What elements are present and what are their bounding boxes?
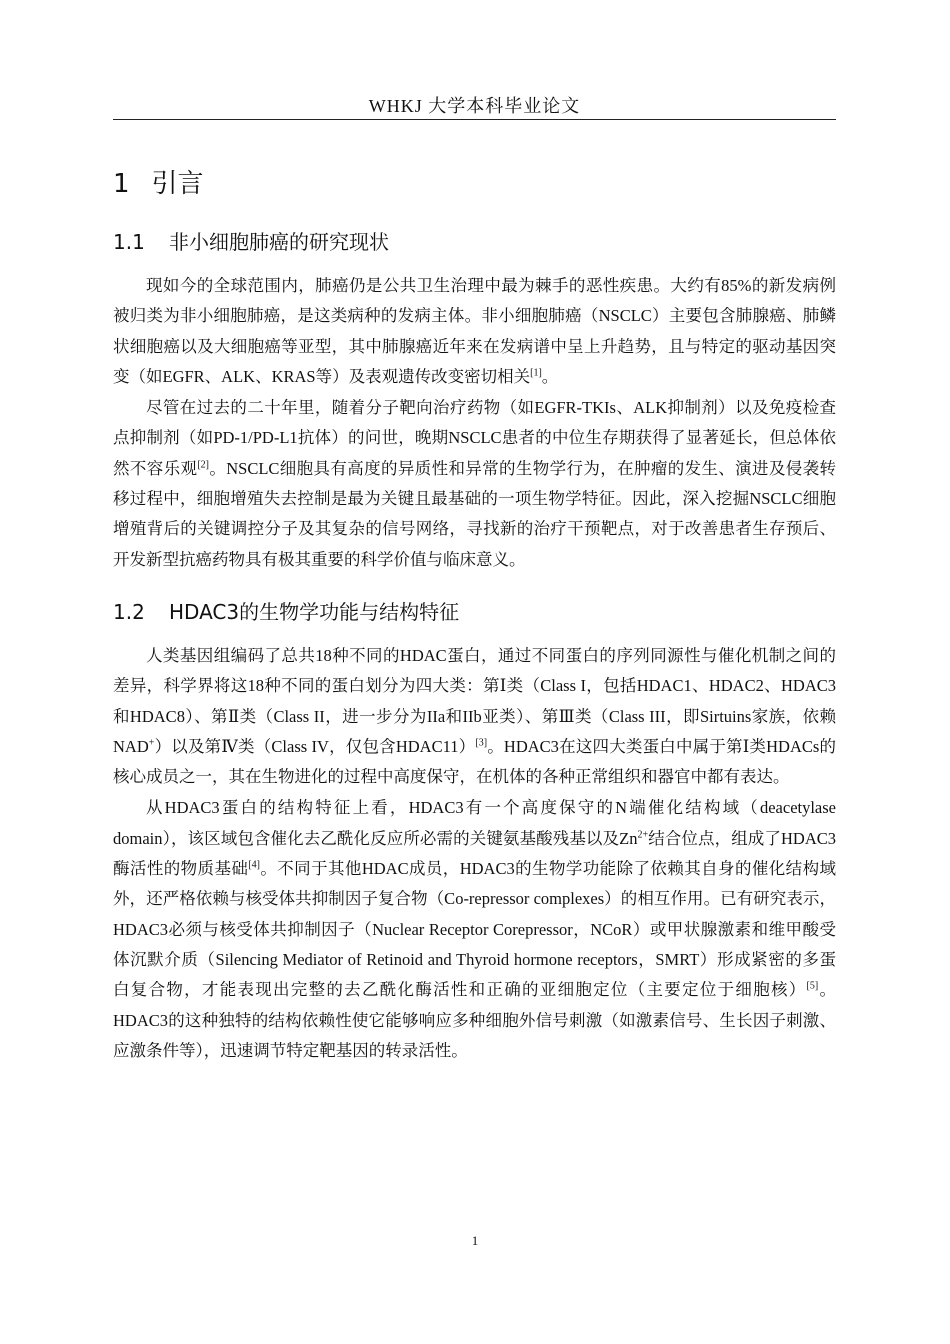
paragraph-nsclc-overview: 现如今的全球范围内，肺癌仍是公共卫生治理中最为棘手的恶性疾患。大约有85%的新发病例被归类为非小细胞肺癌，是这类病种的发病主体。非小细胞肺癌（NSCLC）主要包含肺腺癌、肺鳞状细胞癌以及大细胞癌等亚型，其中肺腺癌近年来在发病谱中呈上升趋势，且与特定的驱动基因突变（如EGFR、ALK、KRAS等）及表观遗传改变密切相关[1]。 xyxy=(113,276,836,386)
chapter-number: 1 xyxy=(113,169,130,199)
citation-ref: [5] xyxy=(806,980,819,992)
section-number: 1.1 xyxy=(113,230,145,254)
section-heading-1-2 xyxy=(113,592,836,632)
chapter-title: 引言 xyxy=(151,169,204,199)
citation-ref: [3] xyxy=(475,737,488,749)
chapter-heading xyxy=(113,160,836,208)
citation-ref: [4] xyxy=(248,859,260,871)
header-rule xyxy=(113,119,836,120)
paragraph-hdac3-structure: 从HDAC3蛋白的结构特征上看，HDAC3有一个高度保守的N端催化结构域（deacetylase domain），该区域包含催化去乙酰化反应所必需的关键氨基酸残基以及$Zn^{2+}$结合位点，组成了HDAC3酶活性的物质基础[4]。不同于其他HDAC成员，HDAC3的生物学功能除了依赖其自身的催化结构域外，还严格依赖与核受体共抑制因子复合物（Co-repressor complexes）的相互作用。已有研究表示，HDAC3必须与核受体共抑制因子（Nuclear Receptor Corepressor，NCoR）或甲状腺激素和维甲酸受体沉默介质（Silencing Mediator of Retinoid and Thyroid hormone receptors，SMRT）形成紧密的多蛋白复合物，才能表现出完整的去乙酰化酶活性和正确的亚细胞定位（主要定位于细胞核）[5]。HDAC3的这种独特的结构依赖性使它能够响应多种细胞外信号刺激（如激素信号、生长因子刺激、应激条件等），迅速调节特定靶基因的转录活性。 xyxy=(113,798,837,1060)
section-heading-1-1 xyxy=(113,222,836,262)
paragraph-nsclc-therapy: 尽管在过去的二十年里，随着分子靶向治疗药物（如EGFR-TKIs、ALK抑制剂）以及免疫检查点抑制剂（如PD-1/PD-L1抗体）的问世，晚期NSCLC患者的中位生存期获得了显著延长，但总体依然不容乐观[2]。NSCLC细胞具有高度的异质性和异常的生物学行为，在肿瘤的发生、演进及侵袭转移过程中，细胞增殖失去控制是最为关键且最基础的一项生物学特征。因此，深入挖掘NSCLC细胞增殖背后的关键调控分子及其复杂的信号网络，寻找新的治疗干预靶点，对于改善患者生存预后、开发新型抗癌药物具有极其重要的科学价值与临床意义。 xyxy=(113,398,837,569)
citation-ref: [2] xyxy=(197,459,210,471)
running-header: WHKJ 大学本科毕业论文 xyxy=(368,96,581,116)
section-number: 1.2 xyxy=(113,599,145,624)
section-title: 非小细胞肺癌的研究现状 xyxy=(169,230,389,254)
section-title: HDAC3的生物学功能与结构特征 xyxy=(169,599,460,624)
paragraph-hdac-classes: 人类基因组编码了总共18种不同的HDAC蛋白，通过不同蛋白的序列同源性与催化机制之间的差异，科学界将这18种不同的蛋白划分为四大类：第Ⅰ类（Class I，包括HDAC1、HDAC2、HDAC3和HDAC8）、第Ⅱ类（Class II，进一步分为IIa和IIb亚类）、第Ⅲ类（Class III，即Sirtuins家族，依赖NAD+）以及第Ⅳ类（Class IV，仅包含HDAC11）[3]。HDAC3在这四大类蛋白中属于第Ⅰ类HDACs的核心成员之一，其在生物进化的过程中高度保守，在机体的各种正常组织和器官中都有表达。 xyxy=(113,645,836,787)
page-number: 1 xyxy=(471,1233,479,1248)
page-content xyxy=(113,160,836,1066)
superscript: 2+ xyxy=(637,829,649,841)
citation-ref: [1] xyxy=(530,367,542,379)
superscript: + xyxy=(148,737,155,749)
